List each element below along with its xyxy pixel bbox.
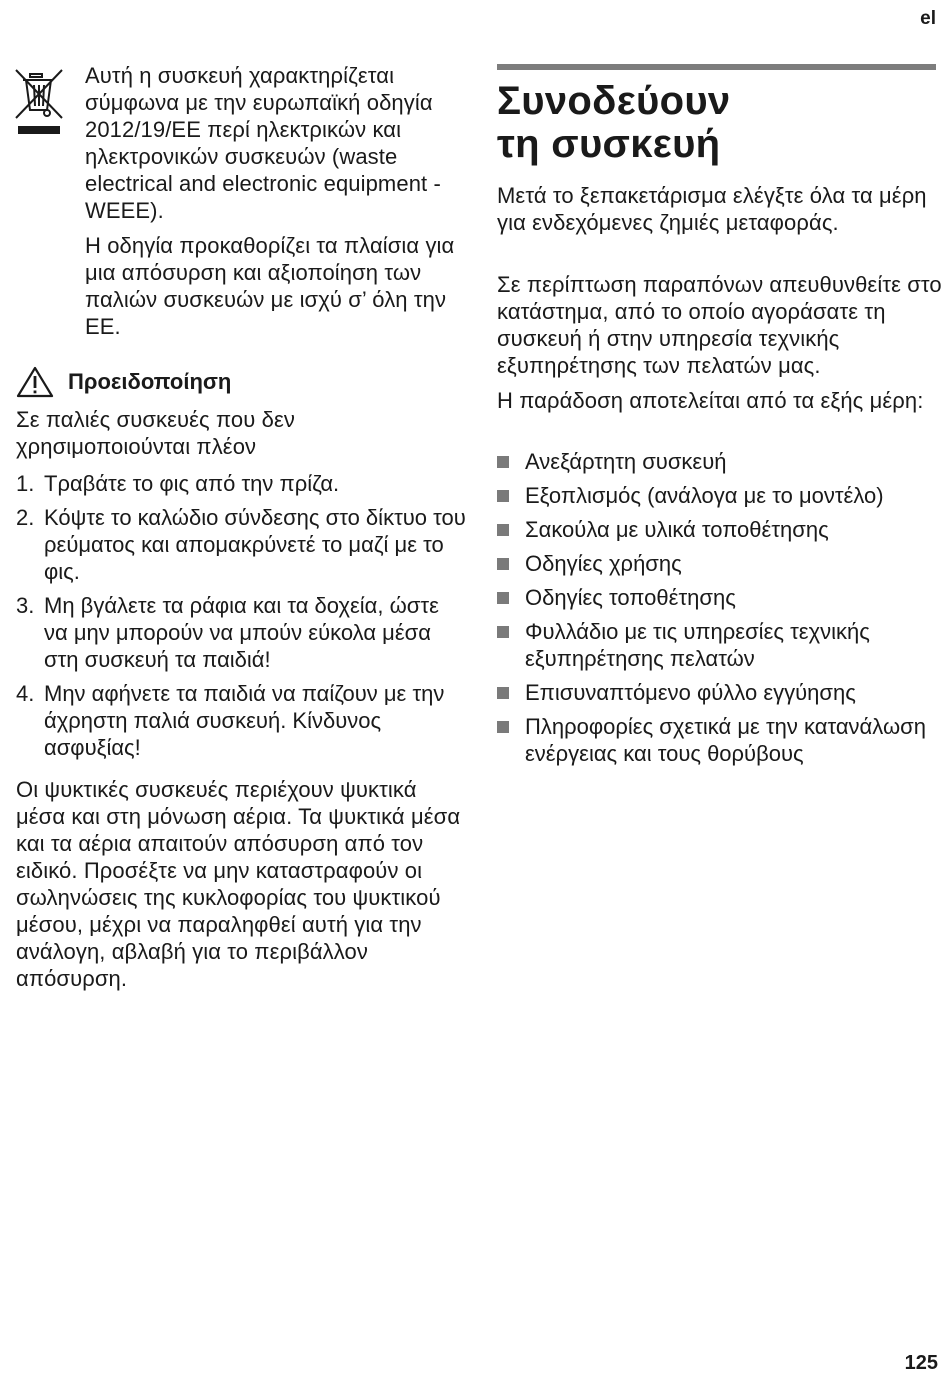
step-number: 2.	[16, 505, 35, 530]
list-item	[497, 679, 942, 706]
section-heading-line2: τη συσκευή	[497, 122, 721, 166]
list-item	[497, 448, 942, 475]
delivery-intro-text: Η παράδοση αποτελείται από τα εξής μέρη:	[497, 388, 924, 413]
unpacking-check-text: Μετά το ξεπακετάρισμα ελέγξτε όλα τα μέρη για ενδεχόμενες ζημιές μεταφοράς.	[497, 183, 927, 235]
square-bullet-icon	[497, 456, 509, 468]
page-number: 125	[904, 1352, 938, 1374]
list-item	[497, 618, 942, 672]
list-item	[16, 680, 466, 761]
refrigerant-disposal-text: Οι ψυκτικές συσκευές περιέχουν ψυκτικά μέσα και στη μόνωση αέρια. Τα ψυκτικά μέσα και τα αέρια απαιτούν απόσυρση από τον ειδικό. Προσέξτε να μην καταστραφούν οι σωληνώσεις της κυκλοφορίας του ψυκτικού μέσου, μέχρι να παραληφθεί αυτή για την ανάλογη, αβλαβή για το περιβάλλον απόσυρση.	[16, 777, 461, 991]
crossed-out-wheelie-bin-icon	[14, 68, 68, 138]
list-item	[497, 550, 942, 577]
weee-directive-scope-text: Η οδηγία προκαθορίζει τα πλαίσια για μια απόσυρση και αξιοποίηση των παλιών συσκευών με ισχύ σ’ όλη την ΕΕ.	[85, 233, 455, 339]
list-item-text: Οδηγίες χρήσης	[525, 551, 682, 576]
weee-directive-text: Αυτή η συσκευή χαρακτηρίζεται σύμφωνα με την ευρωπαϊκή οδηγία 2012/19/ΕΕ περί ηλεκτρικών και ηλεκτρονικών συσκευών (waste electrical and electronic equipment - WEEE).	[85, 63, 441, 223]
step-number: 4.	[16, 681, 35, 706]
warning-title: Προειδοποίηση	[68, 369, 232, 394]
warning-intro: Σε παλιές συσκευές που δεν χρησιμοποιούνται πλέον	[16, 407, 295, 459]
language-code: el	[920, 8, 936, 29]
list-item-text: Οδηγίες τοποθέτησης	[525, 585, 736, 610]
step-text: Μη βγάλετε τα ράφια και τα δοχεία, ώστε να μην μπορούν να μπούν εύκολα μέσα στη συσκευή τα παιδιά!	[44, 593, 439, 672]
section-heading	[497, 80, 730, 166]
step-text: Τραβάτε το φις από την πρίζα.	[44, 471, 340, 496]
square-bullet-icon	[497, 721, 509, 733]
warning-steps-list	[16, 470, 466, 768]
square-bullet-icon	[497, 558, 509, 570]
square-bullet-icon	[497, 592, 509, 604]
square-bullet-icon	[497, 490, 509, 502]
list-item	[16, 470, 466, 497]
list-item	[497, 516, 942, 543]
list-item	[16, 504, 466, 585]
list-item	[16, 592, 466, 673]
step-text: Κόψτε το καλώδιο σύνδεσης στο δίκτυο του ρεύματος και απομακρύνετέ το μαζί με το φις.	[44, 505, 466, 584]
square-bullet-icon	[497, 524, 509, 536]
list-item	[497, 713, 942, 767]
list-item-text: Πληροφορίες σχετικά με την κατανάλωση ενέργειας και τους θορύβους	[525, 714, 926, 766]
list-item	[497, 584, 942, 611]
list-item-text: Εξοπλισμός (ανάλογα με το μοντέλο)	[525, 483, 884, 508]
list-item-text: Σακούλα με υλικά τοποθέτησης	[525, 517, 829, 542]
complaints-text: Σε περίπτωση παραπόνων απευθυνθείτε στο κατάστημα, από το οποίο αγοράσατε τη συσκευή ή στην υπηρεσία τεχνικής εξυπηρέτησης των πελατών μας.	[497, 272, 942, 378]
list-item-text: Φυλλάδιο με τις υπηρεσίες τεχνικής εξυπηρέτησης πελατών	[525, 619, 870, 671]
step-text: Μην αφήνετε τα παιδιά να παίζουν με την άχρηστη παλιά συσκευή. Κίνδυνος ασφυξίας!	[44, 681, 445, 760]
list-item-text: Ανεξάρτητη συσκευή	[525, 449, 727, 474]
delivery-items-list	[497, 448, 942, 774]
step-number: 1.	[16, 471, 35, 496]
list-item	[497, 482, 942, 509]
section-divider	[497, 64, 936, 70]
square-bullet-icon	[497, 626, 509, 638]
list-item-text: Επισυναπτόμενο φύλλο εγγύησης	[525, 680, 856, 705]
section-heading-line1: Συνοδεύουν	[497, 79, 731, 123]
warning-header	[16, 366, 231, 398]
step-number: 3.	[16, 593, 35, 618]
square-bullet-icon	[497, 687, 509, 699]
warning-triangle-icon	[16, 366, 54, 398]
